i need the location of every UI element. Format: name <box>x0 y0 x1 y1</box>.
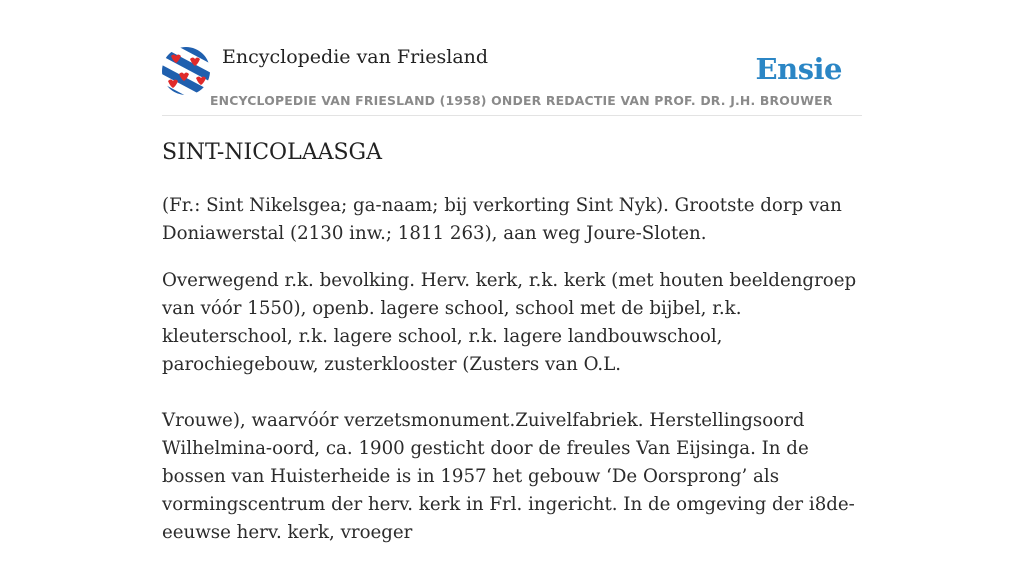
site-subtitle: ENCYCLOPEDIE VAN FRIESLAND (1958) ONDER REDACTIE VAN PROF. DR. J.H. BROUWER <box>210 93 833 108</box>
article-paragraph: Overwegend r.k. bevolking. Herv. kerk, r.k. kerk (met houten beeldengroep van vóór 1550), openb. lagere school, school met de bijbel, r.k. kleuterschool, r.k. lagere school, r.k. lagere landbouwschool, parochiegebouw, zusterklooster (Zusters van O.L. <box>162 270 857 375</box>
frisian-flag-icon[interactable] <box>162 47 210 95</box>
site-header <box>162 46 862 116</box>
brand-logo[interactable]: Ensie <box>755 52 842 86</box>
header-divider <box>162 115 862 116</box>
article-paragraph: (Fr.: Sint Nikelsgea; ga-naam; bij verkorting Sint Nyk). Grootste dorp van Doniawerstal (2130 inw.; 1811 263), aan weg Joure-Sloten. <box>162 195 842 244</box>
article-title: SINT-NICOLAASGA <box>162 140 383 165</box>
site-title[interactable]: Encyclopedie van Friesland <box>222 46 489 68</box>
article-paragraph: Vrouwe), waarvóór verzetsmonument.Zuivelfabriek. Herstellingsoord Wilhelmina-oord, ca. 1900 gesticht door de freules Van Eijsinga. In de bossen van Huisterheide is in 1957 het gebouw ‘De Oorsprong’ als vormingscentrum der herv. kerk in Frl. ingericht. In de omgeving der i8de-eeuwse herv. kerk, vroeger <box>162 410 855 543</box>
article-body <box>162 192 868 566</box>
